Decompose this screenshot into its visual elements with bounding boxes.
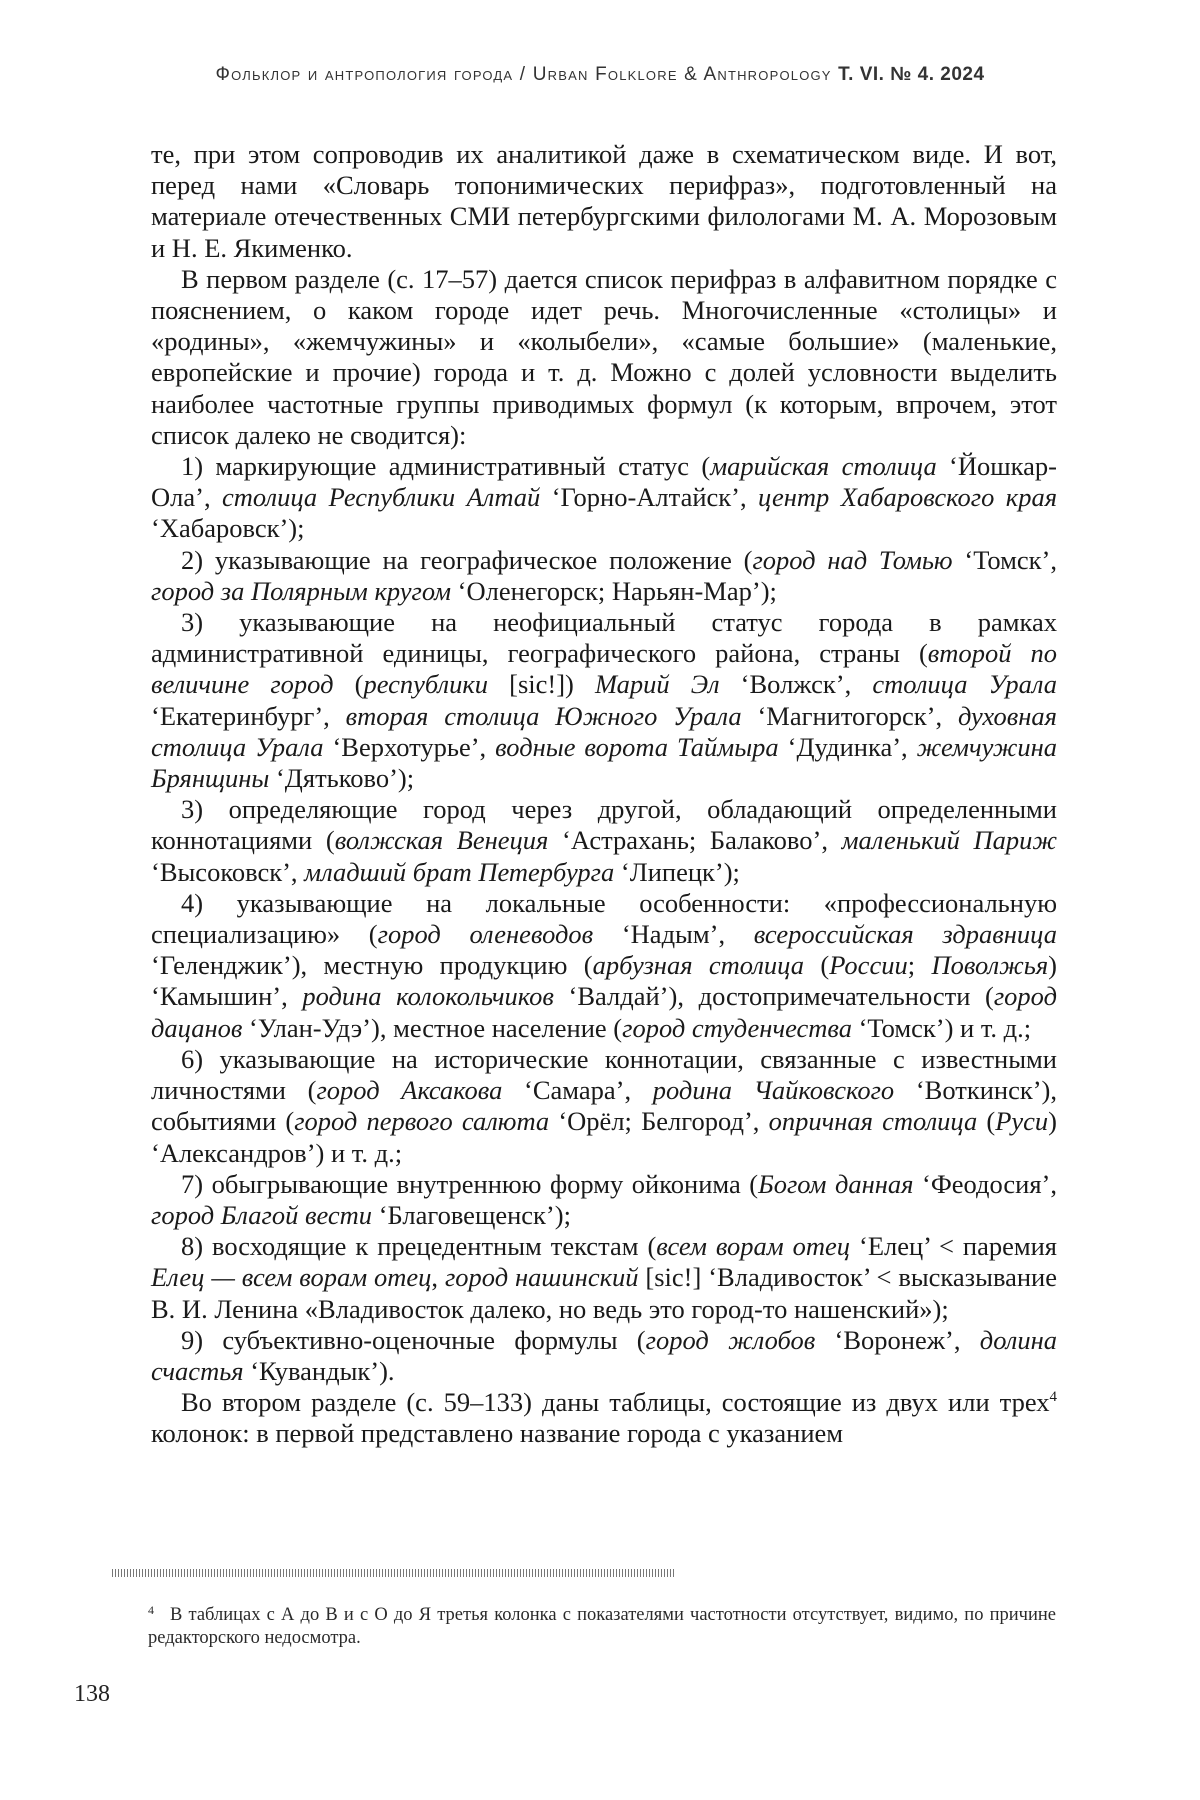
header-separator: / — [520, 64, 526, 85]
paragraph: 7) обыгрывающие внутреннюю форму ойконима (Богом данная ‘Феодосия’, город Благой вести ‘Благовещенск’); — [151, 1169, 1057, 1231]
footnote-separator — [112, 1569, 675, 1577]
paragraph: 2) указывающие на географическое положение (город над Томью ‘Томск’, город за Полярным кругом ‘Оленегорск; Нарьян-Мар’); — [151, 545, 1057, 607]
body-text — [151, 139, 1057, 1450]
journal-title-en: Urban Folklore & Anthropology — [533, 64, 832, 85]
running-head — [0, 64, 1200, 86]
paragraph: 8) восходящие к прецедентным текстам (всем ворам отец ‘Елец’ < паремия Елец — всем ворам отец, город нашинский [sic!] ‘Владивосток’ < высказывание В. И. Ленина «Владивосток далеко, но ведь это город-то нашенский»); — [151, 1231, 1057, 1325]
page-number: 138 — [74, 1681, 110, 1708]
paragraph-continued: те, при этом сопроводив их аналитикой даже в схематическом виде. И вот, перед нами «Словарь топонимических перифраз», подготовленный на материале отечественных СМИ петербургскими филологами М. А. Морозовым и Н. Е. Якименко. — [151, 139, 1057, 264]
paragraph: 4) указывающие на локальные особенности: «профессиональную специализацию» (город оленеводов ‘Надым’, всероссийская здравница ‘Геленджик’), местную продукцию (арбузная столица (России; Поволжья) ‘Камышин’, родина колокольчиков ‘Валдай’), достопримечательности (город дацанов ‘Улан-Удэ’), местное население (город студенчества ‘Томск’) и т. д.; — [151, 888, 1057, 1044]
paragraph: 3) определяющие город через другой, обладающий определенными коннотациями (волжская Венеция ‘Астрахань; Балаково’, маленький Париж ‘Высоковск’, младший брат Петербурга ‘Липецк’); — [151, 794, 1057, 888]
footnote-text: В таблицах с А до В и с О до Я третья колонка с показателями частотности отсутствует, видимо, по причине редакторского недосмотра. — [148, 1605, 1056, 1648]
paragraph: Во втором разделе (с. 59–133) даны таблицы, состоящие из двух или трех4 колонок: в первой представлено название города с указанием — [151, 1387, 1057, 1449]
volume-issue: Т. VI. № 4. 2024 — [838, 64, 984, 85]
paragraph: 9) субъективно-оценочные формулы (город жлобов ‘Воронеж’, долина счастья ‘Кувандык’). — [151, 1325, 1057, 1387]
paragraph: 1) маркирующие административный статус (марийская столица ‘Йошкар-Ола’, столица Республики Алтай ‘Горно-Алтайск’, центр Хабаровского края ‘Хабаровск’); — [151, 451, 1057, 545]
paragraph: 6) указывающие на исторические коннотации, связанные с известными личностями (город Аксакова ‘Самара’, родина Чайковского ‘Воткинск’), событиями (город первого салюта ‘Орёл; Белгород’, опричная столица (Руси) ‘Александров’) и т. д.; — [151, 1044, 1057, 1169]
footnote — [148, 1599, 1056, 1650]
journal-title-ru: Фольклор и антропология города — [215, 64, 513, 85]
paragraph: В первом разделе (с. 17–57) дается список перифраз в алфавитном порядке с пояснением, о каком городе идет речь. Многочисленные «столицы» и «родины», «жемчужины» и «колыбели», «самые большие» (маленькие, европейские и прочие) города и т. д. Можно с долей условности выделить наиболее частотные группы приводимых формул (к которым, впрочем, этот список далеко не сводится): — [151, 264, 1057, 451]
page — [0, 0, 1200, 1800]
paragraph: 3) указывающие на неофициальный статус города в рамках административной единицы, географического района, страны (второй по величине город (республики [sic!]) Марий Эл ‘Волжск’, столица Урала ‘Екатеринбург’, вторая столица Южного Урала ‘Магнитогорск’, духовная столица Урала ‘Верхотурье’, водные ворота Таймыра ‘Дудинка’, жемчужина Брянщины ‘Дятьково’); — [151, 607, 1057, 794]
footnote-mark: 4 — [148, 1599, 170, 1622]
